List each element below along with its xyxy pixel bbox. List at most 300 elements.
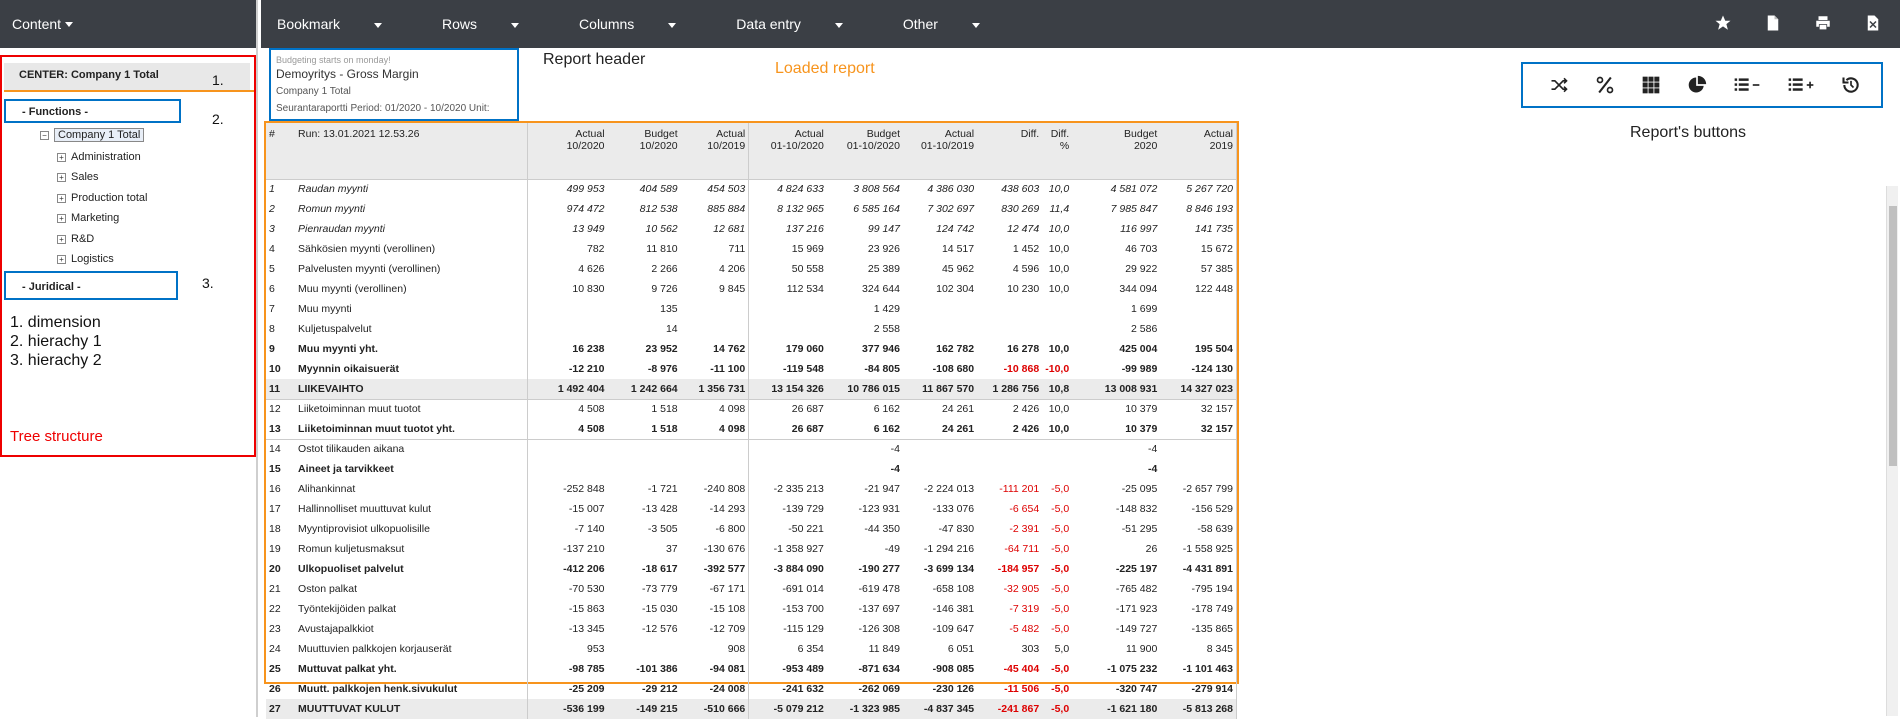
- list-minus-icon[interactable]: [1733, 75, 1761, 95]
- table-cell: -133 076: [932, 503, 975, 515]
- table-cell: 974 472: [566, 203, 605, 215]
- expand-icon[interactable]: +: [57, 153, 66, 162]
- table-cell: -5,0: [1051, 623, 1070, 635]
- table-cell: -262 069: [858, 683, 900, 695]
- table-row[interactable]: [266, 239, 1237, 259]
- table-cell: -13 345: [568, 623, 605, 635]
- table-row[interactable]: [266, 559, 1237, 579]
- row-label: Pienraudan myynti: [290, 219, 527, 239]
- table-cell: 885 884: [681, 199, 749, 219]
- table-cell: 13 008 931: [1072, 379, 1160, 399]
- hierarchy-functions[interactable]: [22, 106, 88, 118]
- table-cell: -4: [1147, 463, 1158, 475]
- table-cell: -21 947: [864, 483, 900, 495]
- row-label: Raudan myynti: [290, 179, 527, 199]
- table-cell: -1 621 180: [1072, 699, 1160, 719]
- tree-node-logistics[interactable]: [57, 253, 114, 265]
- table-cell: 11 867 570: [903, 379, 977, 399]
- collapse-icon[interactable]: −: [40, 131, 49, 140]
- table-cell: -32 905: [1003, 583, 1040, 595]
- report-title: Demoyritys - Gross Margin: [276, 67, 419, 81]
- functions-label: - Functions -: [22, 106, 88, 118]
- table-cell: -126 308: [858, 623, 900, 635]
- row-label: Alihankinnat: [290, 479, 527, 499]
- table-cell: -146 381: [932, 603, 975, 615]
- tree-node-sales[interactable]: [57, 171, 99, 183]
- table-cell: [1042, 459, 1072, 479]
- table-cell: 1 518: [608, 399, 681, 419]
- table-cell: [749, 319, 827, 339]
- table-cell: [903, 319, 977, 339]
- table-cell: 1 699: [1131, 303, 1158, 315]
- table-cell: -691 014: [782, 583, 824, 595]
- table-cell: -15 007: [568, 503, 605, 515]
- table-row[interactable]: [266, 639, 1237, 659]
- table-cell: -14 293: [681, 499, 749, 519]
- table-cell: [903, 299, 977, 319]
- table-cell: -15 030: [642, 603, 678, 615]
- table-cell: [527, 299, 607, 319]
- table-cell: -137 697: [858, 603, 900, 615]
- table-cell: -7 319: [1009, 603, 1040, 615]
- content-menu[interactable]: [0, 0, 256, 48]
- table-row[interactable]: [266, 579, 1237, 599]
- star-icon[interactable]: [1714, 14, 1732, 32]
- legend: [10, 313, 102, 370]
- column-header[interactable]: Actual 10/2019: [681, 123, 749, 179]
- history-icon[interactable]: [1841, 75, 1861, 95]
- grid-icon[interactable]: [1641, 75, 1661, 95]
- table-cell: 830 269: [1001, 203, 1040, 215]
- row-label: Muu myynti (verollinen): [290, 279, 527, 299]
- table-cell: -49: [884, 543, 900, 555]
- table-cell: -240 808: [681, 479, 749, 499]
- row-label: Kuljetuspalvelut: [290, 319, 527, 339]
- table-cell: 46 703: [1125, 243, 1158, 255]
- list-plus-icon[interactable]: [1787, 75, 1815, 95]
- table-cell: 4 386 030: [903, 179, 977, 199]
- table-cell: 57 385: [1160, 259, 1236, 279]
- row-number: 2: [269, 203, 275, 215]
- table-cell: 14: [665, 323, 678, 335]
- table-cell: 4 508: [578, 422, 605, 435]
- row-number: 12: [266, 399, 290, 419]
- table-row[interactable]: [266, 379, 1237, 399]
- table-cell: -12 210: [568, 363, 605, 375]
- table-cell: 8 846 193: [1160, 199, 1236, 219]
- table-cell: 1 492 404: [527, 379, 607, 399]
- table-cell: -5,0: [1051, 683, 1070, 695]
- table-cell: [1160, 319, 1236, 339]
- table-cell: 24 261: [941, 422, 975, 435]
- table-cell: -871 634: [858, 663, 900, 675]
- expand-icon[interactable]: +: [57, 173, 66, 182]
- tree-node-marketing[interactable]: [57, 212, 119, 224]
- table-cell: 24 261: [903, 399, 977, 419]
- table-cell: 23 926: [867, 243, 900, 255]
- table-cell: 10,0: [1048, 343, 1070, 355]
- report-buttons: [1521, 62, 1883, 108]
- table-cell: [749, 439, 827, 459]
- column-header[interactable]: Budget 2020: [1072, 123, 1160, 179]
- table-cell: -171 923: [1115, 603, 1158, 615]
- table-cell: -98 785: [568, 663, 605, 675]
- table-cell: 1 452: [1012, 243, 1040, 255]
- table-cell: 9 845: [681, 279, 749, 299]
- table-cell: 29 922: [1125, 263, 1158, 275]
- table-cell: [1042, 319, 1072, 339]
- table-cell: 10 230: [1007, 283, 1040, 295]
- table-cell: 1 356 731: [681, 379, 749, 399]
- print-icon[interactable]: [1814, 14, 1832, 32]
- annotation-3: 3.: [202, 275, 214, 291]
- table-cell: 14 517: [941, 243, 975, 255]
- table-row[interactable]: [266, 179, 1237, 199]
- table-row[interactable]: [266, 419, 1237, 439]
- table-cell: 2 558: [873, 323, 900, 335]
- row-label: Aineet ja tarvikkeet: [290, 459, 527, 479]
- table-cell: [527, 319, 607, 339]
- percent-icon[interactable]: [1595, 75, 1615, 95]
- table-cell: 9 726: [651, 283, 678, 295]
- table-cell: -94 081: [681, 659, 749, 679]
- table-cell: 953: [587, 643, 605, 655]
- table-cell: -5,0: [1051, 583, 1070, 595]
- table-cell: 14 762: [681, 339, 749, 359]
- table-cell: -252 848: [563, 483, 605, 495]
- table-cell: -124 130: [1160, 359, 1236, 379]
- row-label: Muutt. palkkojen henk.sivukulut: [290, 679, 527, 699]
- column-header[interactable]: Diff.: [977, 123, 1042, 179]
- row-number: 15: [269, 463, 281, 475]
- table-cell: 6 354: [797, 643, 824, 655]
- table-cell: 344 094: [1119, 283, 1158, 295]
- node-label: Administration: [71, 151, 141, 163]
- table-cell: -4 837 345: [903, 699, 977, 719]
- table-cell: -148 832: [1115, 503, 1158, 515]
- table-cell: -12 709: [681, 619, 749, 639]
- table-cell: 37: [665, 543, 678, 555]
- table-row[interactable]: [266, 299, 1237, 319]
- table-cell: 404 589: [608, 179, 681, 199]
- table-cell: -109 647: [932, 623, 975, 635]
- table-cell: -10 868: [1003, 363, 1040, 375]
- pie-chart-icon[interactable]: [1687, 75, 1707, 95]
- table-cell: 782: [587, 243, 605, 255]
- run-label: Run: 13.01.2021 12.53.26: [290, 123, 527, 179]
- table-cell: -111 201: [999, 483, 1040, 495]
- table-cell: 10,0: [1048, 422, 1070, 435]
- row-label: Myynnin oikaisuerät: [290, 359, 527, 379]
- scrollbar-thumb[interactable]: [1889, 206, 1897, 466]
- table-row[interactable]: [266, 459, 1237, 479]
- menu-rows[interactable]: Rows: [442, 16, 549, 32]
- table-row[interactable]: [266, 259, 1237, 279]
- table-cell: -4 431 891: [1160, 559, 1236, 579]
- table-cell: [977, 319, 1042, 339]
- table-cell: 12 474: [1007, 223, 1040, 235]
- table-cell: 50 558: [791, 263, 824, 275]
- table-cell: 6 585 164: [853, 203, 900, 215]
- table-cell: -51 295: [1121, 523, 1158, 535]
- table-cell: 2 426: [1012, 422, 1040, 435]
- company-total-label: Company 1 Total: [54, 128, 144, 142]
- row-number: 20: [269, 563, 281, 575]
- table-cell: 10,0: [1042, 179, 1072, 199]
- column-header[interactable]: Actual 10/2020: [527, 123, 607, 179]
- table-cell: 12 681: [681, 219, 749, 239]
- table-row[interactable]: [266, 359, 1237, 379]
- report-period: Seurantaraportti Period: 01/2020 - 10/2020 Unit:: [276, 103, 490, 114]
- row-number: 11: [266, 379, 290, 399]
- table-row[interactable]: [266, 439, 1237, 459]
- row-label: Ostot tilikauden aikana: [290, 439, 527, 459]
- table-cell: -178 749: [1160, 599, 1236, 619]
- table-cell: -50 221: [788, 523, 824, 535]
- center-label: CENTER: Company 1 Total: [19, 69, 159, 81]
- table-cell: -123 931: [858, 503, 900, 515]
- table-cell: 32 157: [1160, 419, 1236, 439]
- table-cell: 3 808 564: [827, 179, 903, 199]
- table-cell: 10 786 015: [827, 379, 903, 399]
- tree-node-rd[interactable]: [57, 233, 94, 245]
- table-cell: -1 558 925: [1160, 539, 1236, 559]
- table-cell: -412 206: [563, 563, 605, 575]
- column-header[interactable]: Actual 2019: [1160, 123, 1236, 179]
- table-cell: [749, 299, 827, 319]
- table-row[interactable]: [266, 699, 1237, 719]
- content-menu-label: Content: [12, 16, 62, 32]
- table-cell: -6 800: [681, 519, 749, 539]
- table-cell: 10 562: [645, 223, 678, 235]
- row-label: Hallinnolliset muuttuvat kulut: [290, 499, 527, 519]
- table-cell: -4: [890, 463, 900, 475]
- table-cell: 4 206: [681, 259, 749, 279]
- table-cell: 2 266: [651, 263, 678, 275]
- table-cell: 26: [1145, 543, 1158, 555]
- table-cell: -58 639: [1160, 519, 1236, 539]
- hierarchy-juridical[interactable]: [22, 281, 81, 293]
- table-cell: -25 209: [568, 683, 605, 695]
- table-cell: -795 194: [1160, 579, 1236, 599]
- table-cell: 324 644: [862, 283, 900, 295]
- table-cell: [1042, 299, 1072, 319]
- table-row[interactable]: [266, 499, 1237, 519]
- table-cell: [977, 299, 1042, 319]
- table-row[interactable]: [266, 279, 1237, 299]
- table-cell: 25 389: [867, 263, 900, 275]
- table-cell: -25 095: [1121, 483, 1158, 495]
- table-cell: -3 699 134: [923, 563, 975, 575]
- table-row[interactable]: [266, 479, 1237, 499]
- table-cell: -510 666: [681, 699, 749, 719]
- chevron-down-icon: [511, 23, 519, 28]
- table-cell: -1 101 463: [1160, 659, 1236, 679]
- table-cell: [608, 439, 681, 459]
- row-number: 8: [269, 323, 275, 335]
- table-cell: 99 147: [867, 223, 900, 235]
- table-cell: 13 949: [572, 223, 605, 235]
- table-cell: -11 506: [1004, 683, 1040, 695]
- legend-item: 1. dimension: [10, 314, 101, 331]
- table-cell: -47 830: [938, 523, 975, 535]
- row-number: 10: [269, 363, 281, 375]
- table-row[interactable]: [266, 399, 1237, 419]
- legend-item: 2. hierachy 1: [10, 333, 102, 350]
- table-cell: 116 997: [1120, 223, 1158, 235]
- menu-columns[interactable]: Columns: [579, 16, 706, 32]
- row-number: 25: [269, 663, 281, 675]
- report-header-label: Report header: [543, 51, 646, 68]
- row-label: Oston palkat: [290, 579, 527, 599]
- excel-icon[interactable]: [1864, 14, 1882, 32]
- column-header[interactable]: Budget 10/2020: [608, 123, 681, 179]
- column-header[interactable]: Budget 01-10/2020: [827, 123, 903, 179]
- table-cell: 13 154 326: [749, 379, 827, 399]
- pdf-icon[interactable]: [1764, 14, 1782, 32]
- table-row[interactable]: [266, 319, 1237, 339]
- table-cell: -70 530: [568, 583, 605, 595]
- table-cell: -1 323 985: [827, 699, 903, 719]
- table-cell: -4: [827, 439, 903, 459]
- chevron-down-icon: [65, 22, 73, 27]
- row-number: 17: [269, 503, 281, 515]
- chevron-down-icon: [668, 23, 676, 28]
- table-cell: 6 051: [947, 643, 975, 655]
- table-cell: 908: [681, 639, 749, 659]
- table-row[interactable]: [266, 619, 1237, 639]
- table-cell: -5,0: [1051, 563, 1070, 575]
- loaded-report: [264, 121, 1239, 715]
- table-row[interactable]: [266, 199, 1237, 219]
- menu-bar: [261, 0, 1900, 48]
- row-label: Romun kuljetusmaksut: [290, 539, 527, 559]
- table-cell: [681, 459, 749, 479]
- node-label: Logistics: [71, 253, 114, 265]
- shuffle-icon[interactable]: [1549, 75, 1569, 95]
- table-cell: 10,0: [1042, 399, 1072, 419]
- row-number: 22: [269, 603, 281, 615]
- table-cell: 15 672: [1160, 239, 1236, 259]
- table-cell: 1 286 756: [977, 379, 1042, 399]
- table-cell: -15 108: [681, 599, 749, 619]
- scrollbar[interactable]: [1886, 186, 1898, 716]
- table-row[interactable]: [266, 339, 1237, 359]
- column-header[interactable]: Diff. %: [1042, 123, 1072, 179]
- menu-bookmark[interactable]: Bookmark: [277, 16, 412, 32]
- table-cell: -45 404: [1003, 663, 1040, 675]
- table-cell: [1160, 459, 1236, 479]
- row-label: MUUTTUVAT KULUT: [290, 699, 527, 719]
- row-number: 23: [269, 623, 281, 635]
- table-cell: -5,0: [1051, 503, 1070, 515]
- table-cell: 45 962: [941, 263, 975, 275]
- table-row[interactable]: [266, 519, 1237, 539]
- table-cell: -230 126: [932, 683, 975, 695]
- table-cell: -225 197: [1115, 563, 1158, 575]
- table-cell: 711: [681, 239, 749, 259]
- expand-icon[interactable]: +: [57, 235, 66, 244]
- column-header[interactable]: Actual 01-10/2020: [749, 123, 827, 179]
- table-cell: -5,0: [1051, 483, 1070, 495]
- row-number: 3: [269, 223, 275, 235]
- table-cell: -908 085: [932, 663, 975, 675]
- table-cell: [1160, 439, 1236, 459]
- table-cell: -115 129: [783, 623, 824, 635]
- table-cell: [903, 459, 977, 479]
- table-cell: 10,0: [1048, 243, 1070, 255]
- table-cell: 14 327 023: [1160, 379, 1236, 399]
- table-cell: 454 503: [681, 179, 749, 199]
- tree-node-company-total[interactable]: [40, 129, 144, 141]
- table-cell: 7 985 847: [1110, 203, 1158, 215]
- row-label: LIIKEVAIHTO: [290, 379, 527, 399]
- table-row[interactable]: [266, 679, 1237, 699]
- table-row[interactable]: [266, 539, 1237, 559]
- table-cell: -84 805: [864, 363, 900, 375]
- chevron-down-icon: [374, 23, 382, 28]
- table-cell: -1 358 927: [773, 543, 824, 555]
- col-hash: #: [266, 123, 290, 179]
- table-cell: [977, 439, 1042, 459]
- table-cell: -6 654: [1009, 503, 1040, 515]
- table-cell: 1 242 664: [608, 379, 681, 399]
- table-cell: -99 989: [1121, 363, 1158, 375]
- expand-icon[interactable]: +: [57, 255, 66, 264]
- table-cell: [608, 639, 681, 659]
- table-cell: -101 386: [636, 663, 678, 675]
- menu-other[interactable]: Other: [903, 16, 1010, 32]
- row-label: Romun myynti: [290, 199, 527, 219]
- table-cell: 4 508: [527, 399, 607, 419]
- expand-icon[interactable]: +: [57, 214, 66, 223]
- table-cell: -29 212: [642, 683, 678, 695]
- expand-icon[interactable]: +: [57, 194, 66, 203]
- column-header[interactable]: Actual 01-10/2019: [903, 123, 977, 179]
- table-cell: 10,0: [1048, 283, 1070, 295]
- table-cell: -5 079 212: [749, 699, 827, 719]
- table-cell: -149 215: [608, 699, 681, 719]
- row-label: Palvelusten myynti (verollinen): [290, 259, 527, 279]
- table-row[interactable]: [266, 219, 1237, 239]
- tree-node-production-total[interactable]: [57, 192, 147, 204]
- table-cell: 1 429: [873, 303, 900, 315]
- tree-node-administration[interactable]: [57, 151, 141, 163]
- table-cell: 8 132 965: [777, 203, 824, 215]
- table-cell: 4 596: [1012, 263, 1040, 275]
- table-cell: 102 304: [936, 283, 975, 295]
- table-row[interactable]: [266, 599, 1237, 619]
- row-number: 9: [269, 343, 275, 355]
- table-row[interactable]: [266, 659, 1237, 679]
- table-cell: -765 482: [1115, 583, 1158, 595]
- table-cell: 195 504: [1160, 339, 1236, 359]
- table-cell: 2 426: [977, 399, 1042, 419]
- node-label: Sales: [71, 171, 99, 183]
- table-cell: 10,0: [1048, 263, 1070, 275]
- table-cell: 26 687: [791, 422, 824, 435]
- table-cell: 11 810: [646, 243, 678, 255]
- row-label: Muttuvat palkat yht.: [290, 659, 527, 679]
- row-label: Muuttuvien palkkojen korjauserät: [290, 639, 527, 659]
- node-label: Production total: [71, 192, 148, 204]
- row-number: 18: [269, 523, 281, 535]
- menu-data-entry[interactable]: Data entry: [736, 16, 873, 32]
- table-cell: 499 953: [527, 179, 607, 199]
- table-cell: [527, 439, 607, 459]
- row-label: Työntekijöiden palkat: [290, 599, 527, 619]
- table-cell: -156 529: [1160, 499, 1236, 519]
